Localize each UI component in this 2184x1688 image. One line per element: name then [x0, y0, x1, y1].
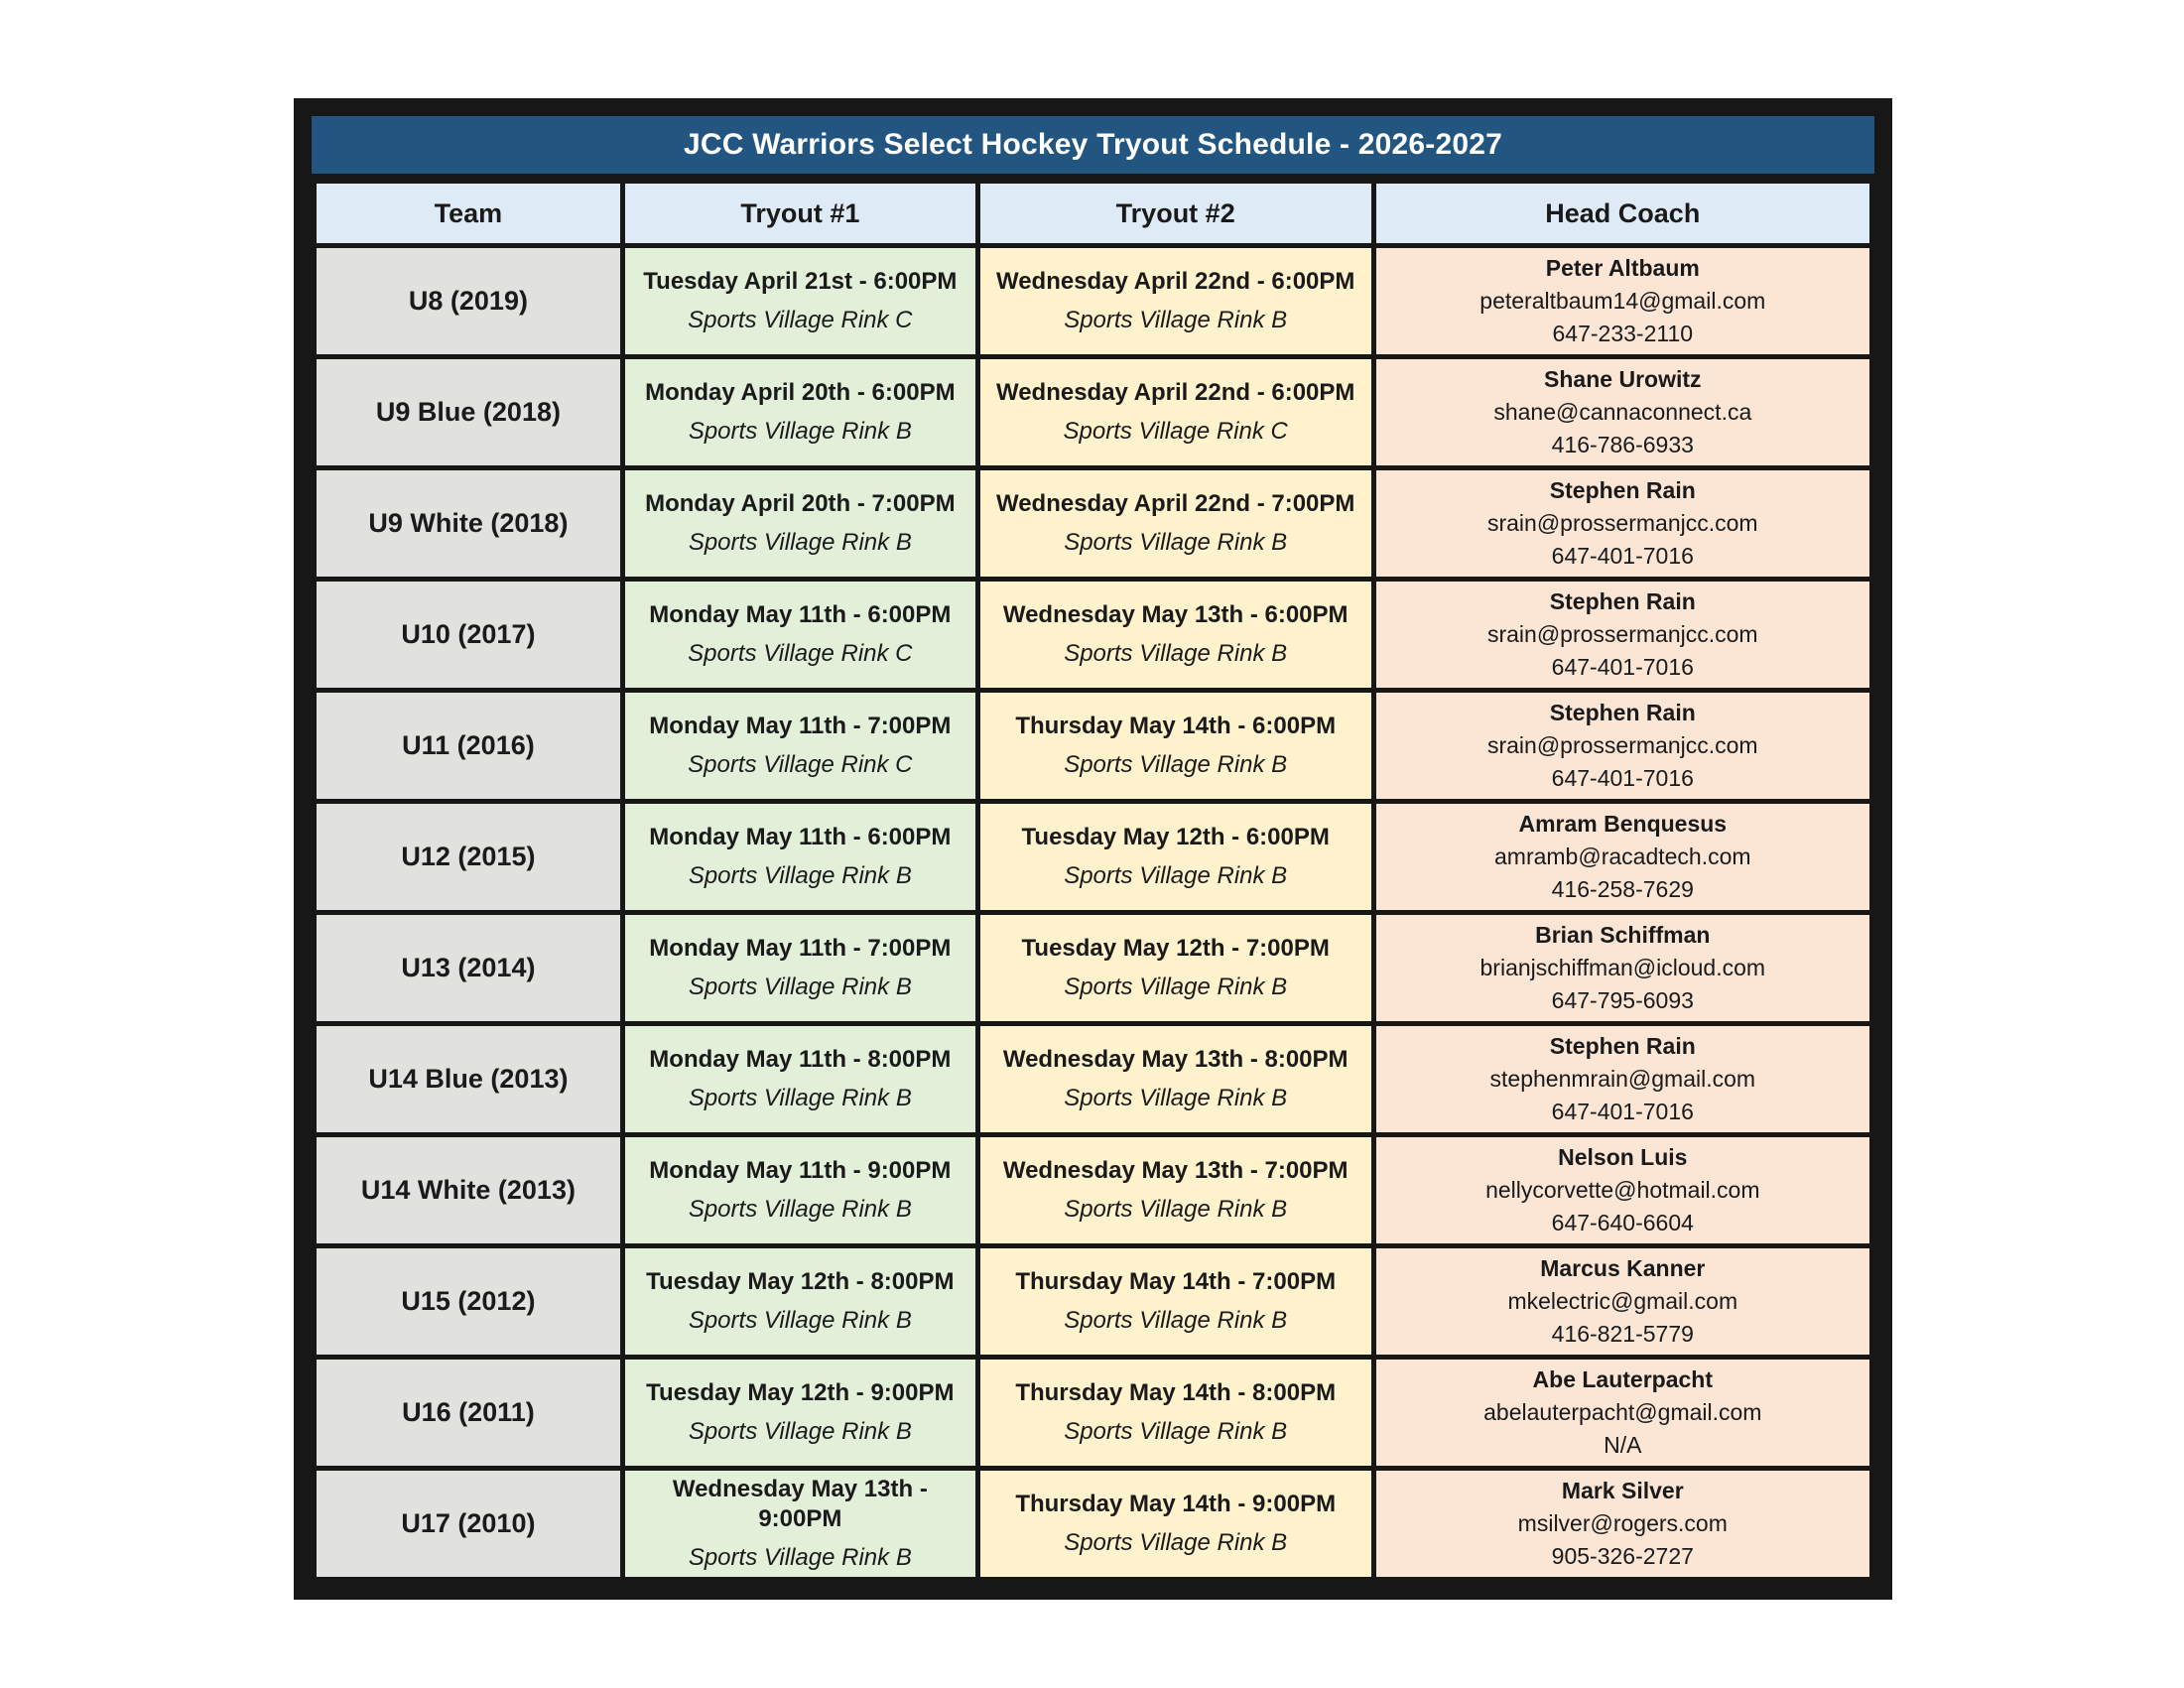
- tryout2-datetime: Thursday May 14th - 6:00PM: [1015, 713, 1337, 739]
- tryout1-location: Sports Village Rink C: [688, 307, 913, 333]
- tryout2-datetime: Wednesday April 22nd - 6:00PM: [995, 379, 1355, 406]
- tryout2-cell: [977, 1358, 1373, 1469]
- tryout1-datetime: Monday May 11th - 8:00PM: [649, 1046, 952, 1073]
- team-label: U9 White (2018): [368, 508, 569, 538]
- tryout2-location: Sports Village Rink B: [1064, 751, 1288, 778]
- coach-email: srain@prossermanjcc.com: [1486, 510, 1758, 536]
- table-row: [315, 246, 1872, 357]
- team-cell: [315, 1469, 623, 1580]
- tryout1-cell: [622, 580, 977, 691]
- coach-phone: 647-640-6604: [1551, 1210, 1694, 1235]
- tryout1-cell: [622, 1024, 977, 1135]
- table-row: [315, 357, 1872, 468]
- coach-cell: [1373, 913, 1871, 1024]
- coach-email: stephenmrain@gmail.com: [1489, 1066, 1756, 1092]
- coach-cell: [1373, 1024, 1871, 1135]
- tryout1-datetime: Monday May 11th - 9:00PM: [649, 1157, 952, 1184]
- tryout2-datetime: Wednesday May 13th - 8:00PM: [1002, 1046, 1349, 1073]
- tryout2-cell: [977, 468, 1373, 580]
- schedule-card: [294, 98, 1892, 1600]
- schedule-title-bar: [312, 116, 1874, 179]
- tryout2-datetime: Wednesday May 13th - 7:00PM: [1002, 1157, 1349, 1184]
- team-label: U8 (2019): [408, 286, 528, 316]
- tryout2-datetime: Thursday May 14th - 9:00PM: [1015, 1491, 1337, 1517]
- table-row: [315, 468, 1872, 580]
- team-cell: [315, 468, 623, 580]
- team-cell: [315, 580, 623, 691]
- coach-phone: 905-326-2727: [1551, 1543, 1694, 1569]
- coach-name: Shane Urowitz: [1544, 366, 1702, 392]
- coach-name: Abe Lauterpacht: [1532, 1366, 1714, 1392]
- tryout2-cell: [977, 802, 1373, 913]
- coach-email: msilver@rogers.com: [1517, 1510, 1728, 1536]
- coach-name: Stephen Rain: [1549, 1033, 1696, 1059]
- tryout1-location: Sports Village Rink C: [688, 640, 913, 667]
- team-label: U16 (2011): [402, 1397, 535, 1427]
- tryout2-location: Sports Village Rink B: [1064, 1418, 1288, 1445]
- team-label: U14 White (2013): [360, 1175, 576, 1205]
- tryout2-location: Sports Village Rink B: [1064, 307, 1288, 333]
- tryout1-datetime: Wednesday May 13th - 9:00PM: [672, 1476, 928, 1532]
- tryout2-cell: [977, 1469, 1373, 1580]
- table-row: [315, 802, 1872, 913]
- team-label: U17 (2010): [401, 1508, 536, 1538]
- team-cell: [315, 802, 623, 913]
- coach-name: Mark Silver: [1561, 1478, 1684, 1503]
- tryout2-cell: [977, 1246, 1373, 1358]
- table-row: [315, 1469, 1872, 1580]
- coach-email: brianjschiffman@icloud.com: [1479, 955, 1766, 980]
- table-row: [315, 913, 1872, 1024]
- schedule-table: [312, 179, 1874, 1582]
- schedule-title: JCC Warriors Select Hockey Tryout Schedule - 2026-2027: [683, 128, 1503, 161]
- tryout2-cell: [977, 1135, 1373, 1246]
- tryout2-location: Sports Village Rink B: [1064, 529, 1288, 556]
- tryout2-datetime: Thursday May 14th - 8:00PM: [1015, 1379, 1337, 1406]
- table-row: [315, 1024, 1872, 1135]
- tryout1-datetime: Monday May 11th - 6:00PM: [649, 824, 952, 850]
- tryout2-datetime: Tuesday May 12th - 7:00PM: [1021, 935, 1330, 962]
- coach-phone: 647-795-6093: [1551, 987, 1694, 1013]
- coach-name: Nelson Luis: [1558, 1144, 1688, 1170]
- coach-phone: 647-401-7016: [1551, 654, 1694, 680]
- tryout1-cell: [622, 691, 977, 802]
- tryout2-location: Sports Village Rink B: [1064, 974, 1288, 1000]
- coach-cell: [1373, 580, 1871, 691]
- tryout2-datetime: Wednesday April 22nd - 6:00PM: [995, 268, 1355, 295]
- team-label: U11 (2016): [402, 730, 535, 760]
- table-row: [315, 1135, 1872, 1246]
- team-label: U10 (2017): [401, 619, 536, 649]
- tryout2-location: Sports Village Rink B: [1064, 1529, 1288, 1556]
- tryout1-cell: [622, 246, 977, 357]
- coach-email: abelauterpacht@gmail.com: [1483, 1399, 1762, 1425]
- coach-name: Peter Altbaum: [1545, 255, 1700, 281]
- tryout1-datetime: Monday May 11th - 7:00PM: [649, 935, 952, 962]
- header-row: [315, 182, 1872, 246]
- schedule-table-body: [315, 246, 1872, 1580]
- tryout2-cell: [977, 691, 1373, 802]
- coach-name: Stephen Rain: [1549, 700, 1696, 725]
- tryout1-datetime: Monday May 11th - 6:00PM: [649, 601, 952, 628]
- tryout2-cell: [977, 357, 1373, 468]
- coach-email: srain@prossermanjcc.com: [1486, 732, 1758, 758]
- table-row: [315, 1246, 1872, 1358]
- coach-cell: [1373, 1469, 1871, 1580]
- coach-email: srain@prossermanjcc.com: [1486, 621, 1758, 647]
- coach-cell: [1373, 691, 1871, 802]
- tryout1-location: Sports Village Rink B: [688, 418, 912, 445]
- coach-cell: [1373, 802, 1871, 913]
- tryout2-datetime: Tuesday May 12th - 6:00PM: [1021, 824, 1330, 850]
- tryout2-cell: [977, 1024, 1373, 1135]
- tryout1-location: Sports Village Rink B: [688, 529, 912, 556]
- team-cell: [315, 357, 623, 468]
- tryout1-location: Sports Village Rink B: [688, 862, 912, 889]
- team-cell: [315, 691, 623, 802]
- coach-phone: 416-258-7629: [1551, 876, 1694, 902]
- coach-phone: 416-786-6933: [1551, 432, 1694, 457]
- coach-cell: [1373, 1135, 1871, 1246]
- tryout1-datetime: Tuesday April 21st - 6:00PM: [643, 268, 958, 295]
- team-label: U13 (2014): [401, 953, 536, 982]
- tryout2-cell: [977, 246, 1373, 357]
- coach-cell: [1373, 357, 1871, 468]
- team-label: U15 (2012): [401, 1286, 536, 1316]
- tryout1-location: Sports Village Rink B: [688, 1196, 912, 1223]
- tryout1-datetime: Tuesday May 12th - 9:00PM: [646, 1379, 955, 1406]
- coach-name: Brian Schiffman: [1535, 922, 1711, 948]
- tryout1-datetime: Monday April 20th - 6:00PM: [645, 379, 956, 406]
- tryout2-location: Sports Village Rink B: [1064, 640, 1288, 667]
- coach-email: shane@cannaconnect.ca: [1493, 399, 1752, 425]
- tryout1-location: Sports Village Rink B: [688, 974, 912, 1000]
- team-cell: [315, 1024, 623, 1135]
- tryout1-datetime: Tuesday May 12th - 8:00PM: [646, 1268, 955, 1295]
- tryout2-location: Sports Village Rink B: [1064, 1085, 1288, 1111]
- tryout2-location: Sports Village Rink C: [1063, 418, 1288, 445]
- tryout2-datetime: Wednesday April 22nd - 7:00PM: [995, 490, 1355, 517]
- coach-name: Marcus Kanner: [1540, 1255, 1706, 1281]
- tryout1-location: Sports Village Rink B: [688, 1544, 912, 1571]
- coach-phone: 647-401-7016: [1551, 1099, 1694, 1124]
- column-header-head-coach: Head Coach: [1373, 182, 1871, 246]
- coach-phone: 647-233-2110: [1552, 321, 1694, 346]
- tryout2-datetime: Wednesday May 13th - 6:00PM: [1002, 601, 1349, 628]
- tryout1-cell: [622, 468, 977, 580]
- tryout2-location: Sports Village Rink B: [1064, 862, 1288, 889]
- table-row: [315, 1358, 1872, 1469]
- coach-email: peteraltbaum14@gmail.com: [1479, 288, 1766, 314]
- team-cell: [315, 1135, 623, 1246]
- tryout2-cell: [977, 913, 1373, 1024]
- coach-phone: 647-401-7016: [1551, 765, 1694, 791]
- column-header-team: Team: [315, 182, 623, 246]
- tryout1-cell: [622, 913, 977, 1024]
- tryout1-datetime: Monday May 11th - 7:00PM: [649, 713, 952, 739]
- team-label: U14 Blue (2013): [368, 1064, 569, 1094]
- tryout1-location: Sports Village Rink B: [688, 1085, 912, 1111]
- tryout1-location: Sports Village Rink C: [688, 751, 913, 778]
- coach-phone: N/A: [1604, 1432, 1642, 1458]
- team-label: U12 (2015): [401, 842, 536, 871]
- team-cell: [315, 1246, 623, 1358]
- table-row: [315, 691, 1872, 802]
- team-cell: [315, 1358, 623, 1469]
- team-label: U9 Blue (2018): [375, 397, 561, 427]
- tryout2-location: Sports Village Rink B: [1064, 1307, 1288, 1334]
- tryout1-cell: [622, 1469, 977, 1580]
- tryout2-cell: [977, 580, 1373, 691]
- coach-cell: [1373, 1246, 1871, 1358]
- team-cell: [315, 913, 623, 1024]
- tryout1-cell: [622, 1135, 977, 1246]
- team-cell: [315, 246, 623, 357]
- coach-name: Stephen Rain: [1549, 477, 1696, 503]
- tryout2-datetime: Thursday May 14th - 7:00PM: [1015, 1268, 1337, 1295]
- coach-email: mkelectric@gmail.com: [1507, 1288, 1738, 1314]
- column-header-tryout2: Tryout #2: [977, 182, 1373, 246]
- tryout1-cell: [622, 1246, 977, 1358]
- coach-email: amramb@racadtech.com: [1494, 844, 1751, 869]
- tryout1-cell: [622, 1358, 977, 1469]
- coach-cell: [1373, 246, 1871, 357]
- table-row: [315, 580, 1872, 691]
- tryout1-cell: [622, 357, 977, 468]
- coach-name: Stephen Rain: [1549, 588, 1696, 614]
- tryout2-location: Sports Village Rink B: [1064, 1196, 1288, 1223]
- tryout1-location: Sports Village Rink B: [688, 1418, 912, 1445]
- coach-cell: [1373, 468, 1871, 580]
- coach-email: nellycorvette@hotmail.com: [1485, 1177, 1760, 1203]
- coach-phone: 416-821-5779: [1551, 1321, 1694, 1347]
- column-header-tryout1: Tryout #1: [622, 182, 977, 246]
- tryout1-datetime: Monday April 20th - 7:00PM: [645, 490, 956, 517]
- coach-name: Amram Benquesus: [1518, 811, 1728, 837]
- coach-phone: 647-401-7016: [1551, 543, 1694, 569]
- coach-cell: [1373, 1358, 1871, 1469]
- tryout1-location: Sports Village Rink B: [688, 1307, 912, 1334]
- tryout1-cell: [622, 802, 977, 913]
